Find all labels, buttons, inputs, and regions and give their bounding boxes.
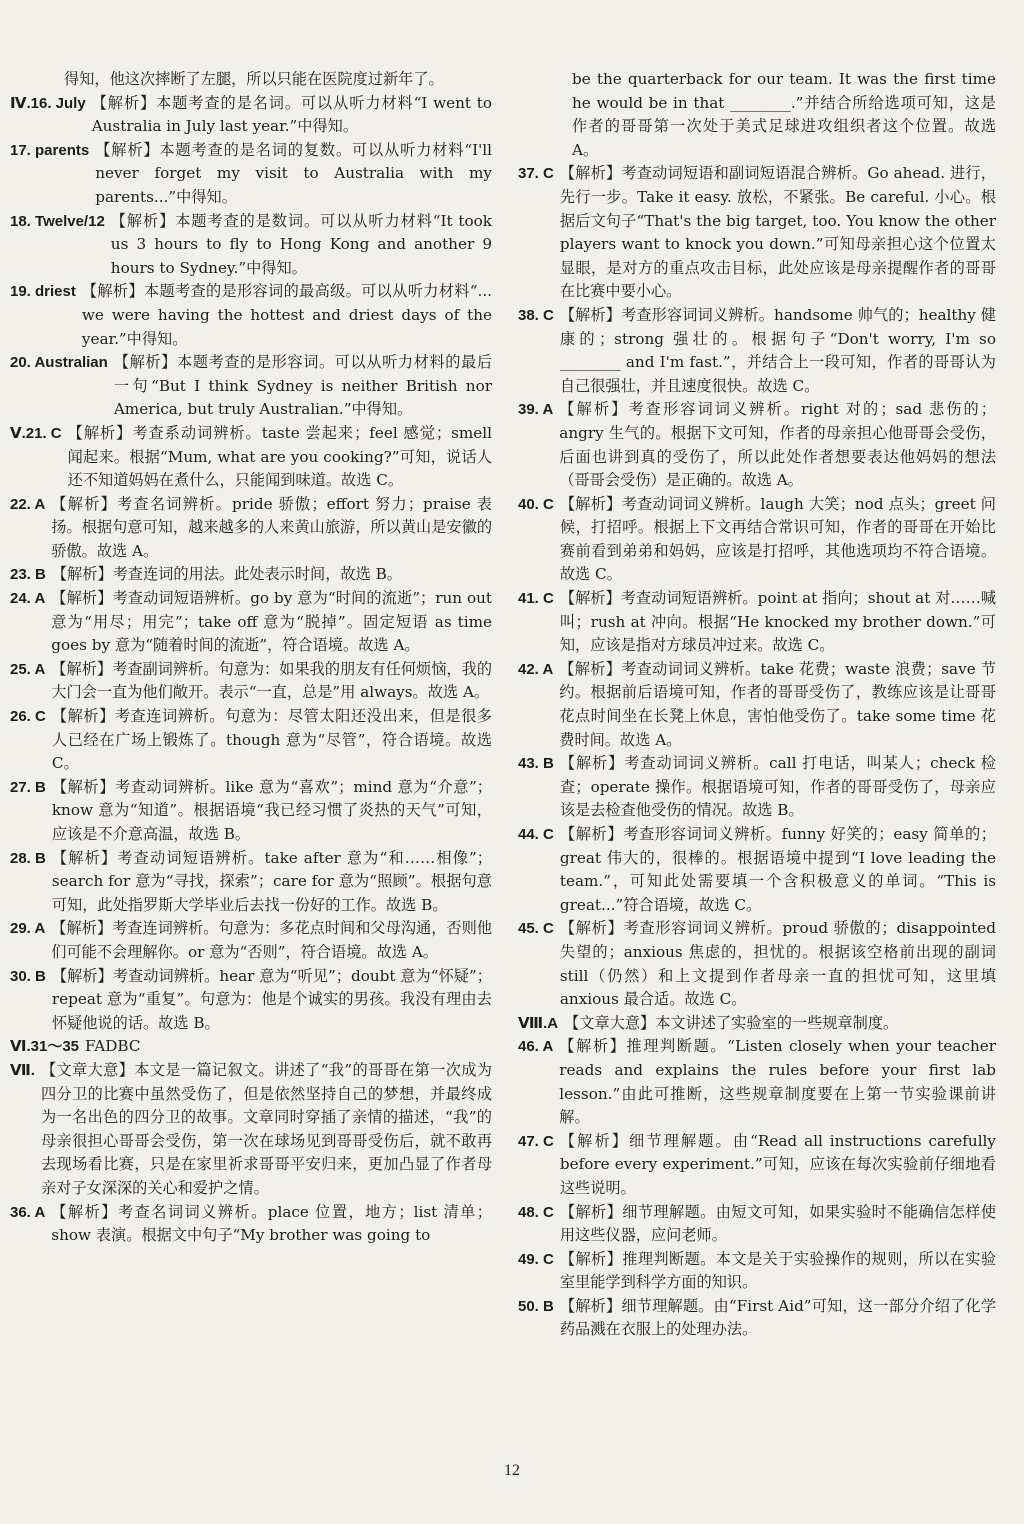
answer-explanation: 【解析】考查动词辨析。hear 意为“听见”；doubt 意为“怀疑”；repeat 意为“重复”。句意为：他是个诚实的男孩。我没有理由去怀疑他说的话。故选 B。 [51, 966, 492, 1032]
answer-explanation: 【解析】考查动词短语辨析。go by 意为“时间的流逝”；run out 意为“用尽；用完”；take off 意为“脱掉”。固定短语 as time goes by 意为“随着时间的流逝”，符合语境。故选 A。 [51, 589, 492, 655]
answer-number: 45. C [518, 920, 554, 938]
answer-explanation: 【解析】细节理解题。由短文可知，如果实验时不能确信怎样使用这些仪器，应问老师。 [559, 1202, 996, 1245]
answer-explanation: 【解析】本题考查的是名词。可以从听力材料“I went to Australia in July last year.”中得知。 [91, 93, 492, 136]
answer-explanation: 【解析】推理判断题。“Listen closely when your teacher reads and explains the rules before your first lab lesson.”由此可推断，这些规章制度要在上第一节实验课前讲解。 [559, 1037, 996, 1127]
answer-explanation: 【解析】考查动词辨析。like 意为“喜欢”；mind 意为“介意”；know 意为“知道”。根据语境“我已经习惯了炎热的天气”可知，应该是不介意高温，故选 B。 [51, 777, 492, 843]
answer-number: 46. A [518, 1038, 554, 1056]
answer-number: 23. B [10, 566, 46, 584]
answer-number: 30. B [10, 967, 46, 985]
answer-number: 36. A [10, 1203, 46, 1221]
answer-entry [10, 847, 492, 918]
answer-entry [10, 139, 492, 210]
answer-number: 17. parents [10, 141, 90, 159]
answer-explanation: 【解析】考查形容词词义辨析。handsome 帅气的；healthy 健康的；strong 强壮的。根据句子“Don't worry, I'm so ________ and I'm fast.”，并结合上一段可知，作者的哥哥认为自己很强壮，并且速度很快。故选 C。 [559, 305, 996, 395]
answer-entry [10, 422, 492, 493]
left-column [10, 68, 492, 1248]
answer-explanation: 【解析】考查动词词义辨析。call 打电话，叫某人；check 检查；operate 操作。根据语境可知，作者的哥哥受伤了，母亲应该是去检查他受伤的情况。故选 B。 [559, 754, 996, 820]
answer-explanation: FADBC [85, 1037, 141, 1056]
answer-entry [10, 917, 492, 964]
answer-entry [10, 280, 492, 351]
answer-number: 42. A [518, 660, 554, 678]
answer-explanation: 【解析】考查连词的用法。此处表示时间，故选 B。 [51, 565, 402, 584]
answer-number: 47. C [518, 1132, 554, 1150]
answer-explanation: 【解析】考查动词短语和副词短语混合辨析。Go ahead. 进行，先行一步。Take it easy. 放松，不紧张。Be careful. 小心。根据后文句子“That's the big target, too. You know the other players want to knock you down.”可知母亲担心这个位置太显眼，是对方的重点攻击目标，此处应该是母亲提醒作者的哥哥在比赛中要小心。 [559, 164, 996, 301]
answer-entry [518, 304, 996, 398]
answer-explanation: 【解析】细节理解题。由“First Aid”可知，这一部分介绍了化学药品溅在衣服上的处理办法。 [559, 1296, 996, 1339]
answer-number: Ⅴ.21. C [10, 424, 62, 442]
answer-explanation: 【解析】考查副词辨析。句意为：如果我的朋友有任何烦恼，我的大门会一直为他们敞开。表示“一直，总是”用 always。故选 A。 [51, 659, 492, 702]
answer-entry [518, 1035, 996, 1129]
answer-entry [10, 965, 492, 1036]
answer-number: Ⅵ.31～35 [10, 1038, 80, 1056]
answer-explanation: 【解析】考查动词词义辨析。take 花费；waste 浪费；save 节约。根据前后语境可知，作者的哥哥受伤了，教练应该是让哥哥花点时间坐在长凳上休息，害怕他受伤了。take some time 花费时间。故选 A。 [559, 659, 996, 749]
answer-entry [10, 705, 492, 776]
answer-number: 50. B [518, 1297, 554, 1315]
answer-entry [10, 587, 492, 658]
answer-number: 48. C [518, 1203, 554, 1221]
answer-entry [518, 1248, 996, 1295]
answer-entry [518, 1130, 996, 1201]
answer-entry [10, 493, 492, 564]
answer-entry [10, 351, 492, 422]
answer-number: 22. A [10, 495, 46, 513]
answer-entry [10, 658, 492, 705]
answer-explanation: 【解析】本题考查的是名词的复数。可以从听力材料“I'll never forget my visit to Australia with my parents...”中得知。 [95, 140, 492, 206]
answer-explanation: 【解析】考查形容词词义辨析。right 对的；sad 悲伤的；angry 生气的。根据下文可知，作者的母亲担心他哥哥会受伤，后面也讲到真的受伤了，所以此处作者想要表达他妈妈的想法（哥哥会受伤）是正确的。故选 A。 [559, 400, 996, 490]
page-number: 12 [504, 1462, 520, 1479]
answer-entry [518, 1012, 996, 1036]
answer-entry [518, 1295, 996, 1342]
answer-entry [518, 162, 996, 304]
answer-explanation: 【解析】考查名词辨析。pride 骄傲；effort 努力；praise 表扬。根据句意可知，越来越多的人来黄山旅游，所以黄山是安徽的骄傲。故选 A。 [51, 494, 492, 560]
answer-entry [10, 776, 492, 847]
answer-number: 29. A [10, 920, 46, 938]
answer-entry [518, 1201, 996, 1248]
answer-explanation: 【解析】考查系动词辨析。taste 尝起来；feel 感觉；smell 闻起来。根据“Mum, what are you cooking?”可知，说话人还不知道妈妈在煮什么，只能闻到味道。故选 C。 [67, 423, 492, 490]
answer-number: 43. B [518, 755, 554, 773]
answer-explanation: 【文章大意】本文是一篇记叙文。讲述了“我”的哥哥在第一次成为四分卫的比赛中虽然受伤了，但是依然坚持自己的梦想，并最终成为一名出色的四分卫的故事。文章同时穿插了亲情的描述，“我”的母亲很担心哥哥会受伤，第一次在球场见到哥哥受伤后，就不敢再去现场看比赛，只是在家里祈求哥哥平安归来，更加凸显了作者母亲对子女深深的关心和爱护之情。 [40, 1060, 492, 1197]
answer-number: 25. A [10, 660, 46, 678]
answer-entry [518, 493, 996, 587]
answer-explanation: 【解析】细节理解题。由“Read all instructions carefully before every experiment.”可知，应该在每次实验前仔细地看这些说明。 [559, 1131, 996, 1197]
answer-explanation: 【文章大意】本文讲述了实验室的一些规章制度。 [564, 1013, 899, 1032]
answer-number: 41. C [518, 590, 554, 608]
answer-number: 19. driest [10, 283, 76, 301]
answer-number: 20. Australian [10, 354, 108, 372]
answer-explanation: 【解析】考查形容词词义辨析。funny 好笑的；easy 简单的；great 伟大的，很棒的。根据语境中提到“I love leading the team.”，可知此处需要填一个含积极意义的单词。“This is great...”符合语境，故选 C。 [559, 825, 996, 914]
answer-explanation: 【解析】考查形容词词义辨析。proud 骄傲的；disappointed 失望的；anxious 焦虑的，担忧的。根据该空格前出现的副词 still（仍然）和上文提到作者母亲一直的担忧可知，这里填 anxious 最合适。故选 C。 [559, 919, 996, 1009]
answer-number: 37. C [518, 165, 554, 183]
answer-entry [10, 1201, 492, 1248]
answer-number: 39. A [518, 401, 554, 419]
answer-explanation: 【解析】考查动词词义辨析。laugh 大笑；nod 点头；greet 问候，打招呼。根据上下文再结合常识可知，作者的哥哥在开始比赛前看到弟弟和妈妈，应该是打招呼，其他选项均不符合语境。故选 C。 [559, 494, 996, 584]
answer-entry [10, 563, 492, 587]
answer-explanation: 【解析】推理判断题。本文是关于实验操作的规则，所以在实验室里能学到科学方面的知识。 [559, 1249, 996, 1292]
answer-number: 44. C [518, 826, 554, 843]
answer-number: 27. B [10, 778, 46, 796]
continued-text: 得知，他这次摔断了左腿，所以只能在医院度过新年了。 [64, 70, 444, 88]
answer-number: Ⅷ.A [518, 1014, 559, 1032]
answer-entry [518, 752, 996, 823]
answer-explanation: 【解析】考查连词辨析。句意为：多花点时间和父母沟通，否则他们可能不会理解你。or 意为“否则”，符合语境。故选 A。 [51, 919, 492, 961]
answer-explanation: 【解析】考查动词短语辨析。point at 指向；shout at 对……喊叫；rush at 冲向。根据“He knocked my brother down.”可知，应该是指对方球员冲过来。故选 C。 [559, 589, 996, 655]
answer-entry [10, 92, 492, 139]
answer-number: 24. A [10, 590, 46, 608]
continued-text: be the quarterback for our team. It was the first time he would be in that ________.”并结合所给选项可知，这是作者的哥哥第一次处于美式足球进攻组织者这个位置。故选 A。 [572, 70, 996, 159]
answer-number: Ⅳ.16. July [10, 94, 86, 112]
answer-entry [518, 398, 996, 492]
answer-explanation: 【解析】本题考查的是数词。可以从听力材料“It took us 3 hours to fly to Hong Kong and another 9 hours to Sydney.”中得知。 [110, 211, 492, 277]
answer-entry [518, 658, 996, 752]
answer-entry [518, 587, 996, 658]
answer-entry [518, 823, 996, 917]
answer-number: 18. Twelve/12 [10, 212, 105, 230]
answer-number: 38. C [518, 306, 554, 324]
answer-explanation: 【解析】本题考查的是形容词。可以从听力材料的最后一句“But I think Sydney is neither British nor America, but truly Australian.”中得知。 [113, 353, 492, 419]
answer-entry [10, 1035, 492, 1059]
answer-number: 49. C [518, 1250, 554, 1268]
answer-explanation: 【解析】考查连词辨析。句意为：尽管太阳还没出来，但是很多人已经在广场上锻炼了。though 意为“尽管”，符合语境。故选 C。 [51, 707, 492, 773]
answer-number: 28. B [10, 849, 46, 867]
answer-entry [10, 1059, 492, 1201]
answer-explanation: 【解析】考查名词词义辨析。place 位置，地方；list 清单；show 表演。根据文中句子“My brother was going to [51, 1202, 492, 1245]
answer-entry [10, 210, 492, 281]
answer-number: 26. C [10, 708, 46, 726]
answer-entry [518, 917, 996, 1011]
answer-number: Ⅶ. [10, 1061, 35, 1079]
answer-number: 40. C [518, 495, 554, 513]
answer-explanation: 【解析】本题考查的是形容词的最高级。可以从听力材料“... we were having the hottest and driest days of the year.”中得知。 [81, 282, 492, 348]
right-column [518, 68, 996, 1342]
answer-explanation: 【解析】考查动词短语辨析。take after 意为“和……相像”；search for 意为“寻找，探索”；care for 意为“照顾”。根据句意可知，此处指罗斯大学毕业后去找一份好的工作。故选 B。 [51, 848, 492, 914]
